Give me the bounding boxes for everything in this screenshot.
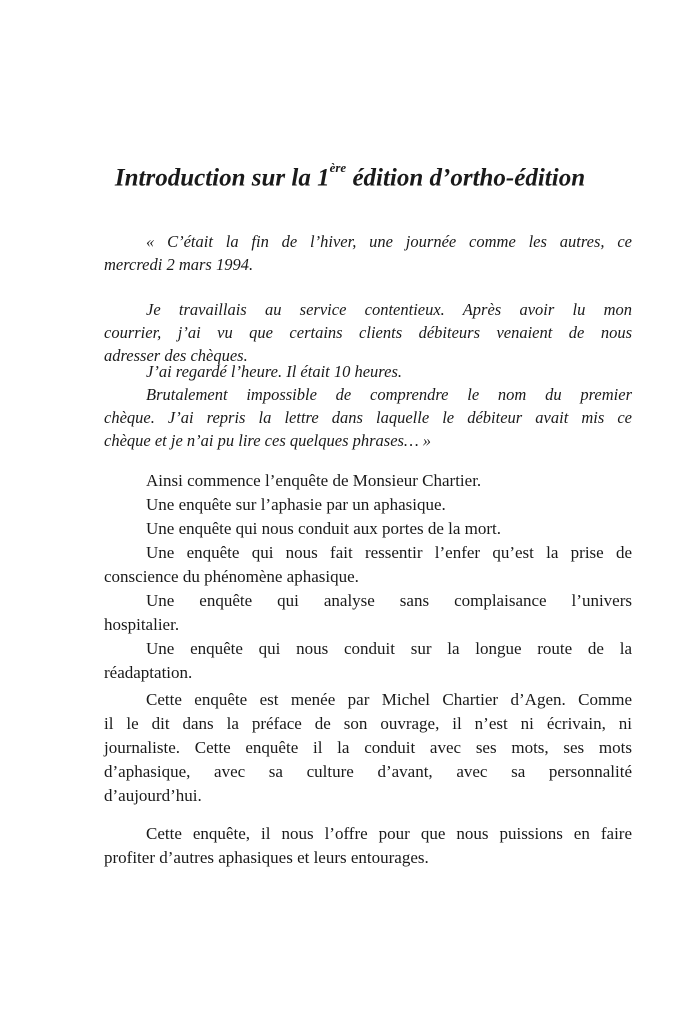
chartier-line: Cette enquête est menée par Michel Chartier d’Agen. Comme: [146, 690, 632, 709]
quote-paragraph-3: [104, 360, 632, 383]
enquete-line: Une enquête qui nous conduit sur la longue route de la: [146, 639, 632, 658]
enquete-section: [104, 469, 632, 685]
chartier-line: d’aujourd’hui.: [104, 786, 202, 805]
quote-line: adresser des chèques.: [104, 346, 248, 365]
chartier-paragraph: [104, 688, 632, 808]
chartier-line: il le dit dans la préface de son ouvrage, il n’est ni écrivain, ni: [104, 714, 632, 733]
title-prefix: Introduction sur la 1: [114, 164, 330, 192]
enquete-line: Une enquête qui nous fait ressentir l’enfer qu’est la prise de: [146, 543, 632, 562]
quote-line: courrier, j’ai vu que certains clients débiteurs venaient de nous: [104, 323, 632, 342]
offre-paragraph: [104, 822, 632, 870]
offre-line: profiter d’autres aphasiques et leurs entourages.: [104, 848, 429, 867]
quote-line: chèque et je n’ai pu lire ces quelques phrases… »: [104, 431, 432, 450]
quote-line: Brutalement impossible de comprendre le nom du premier: [146, 385, 632, 404]
chartier-line: d’aphasique, avec sa culture d’avant, avec sa personnalité: [104, 762, 632, 781]
quote-line: chèque. J’ai repris la lettre dans laquelle le débiteur avait mis ce: [104, 408, 632, 427]
quote-line: J’ai regardé l’heure. Il était 10 heures.: [146, 362, 402, 381]
enquete-line: Une enquête sur l’aphasie par un aphasique.: [146, 495, 446, 514]
enquete-line: Une enquête qui analyse sans complaisance l’univers: [146, 591, 632, 610]
chartier-line: journaliste. Cette enquête il la conduit avec ses mots, ses mots: [104, 738, 632, 757]
enquete-line: Ainsi commence l’enquête de Monsieur Chartier.: [146, 471, 482, 490]
title-suffix: édition d’ortho-édition: [346, 164, 586, 192]
enquete-line: hospitalier.: [104, 615, 180, 634]
page-title: [0, 152, 700, 198]
quote-paragraph-4: [104, 383, 632, 452]
enquete-line: conscience du phénomène aphasique.: [104, 567, 359, 586]
offre-line: Cette enquête, il nous l’offre pour que nous puissions en faire: [146, 824, 632, 843]
quote-line: Je travaillais au service contentieux. Après avoir lu mon: [146, 300, 632, 319]
quote-paragraph-1: [104, 230, 632, 276]
enquete-line: Une enquête qui nous conduit aux portes de la mort.: [146, 519, 502, 538]
title-superscript: ère: [329, 160, 347, 175]
quote-line: mercredi 2 mars 1994.: [104, 255, 254, 274]
quote-paragraph-2: [104, 298, 632, 367]
quote-line: « C’était la fin de l’hiver, une journée comme les autres, ce: [146, 232, 632, 251]
enquete-line: réadaptation.: [104, 663, 193, 682]
